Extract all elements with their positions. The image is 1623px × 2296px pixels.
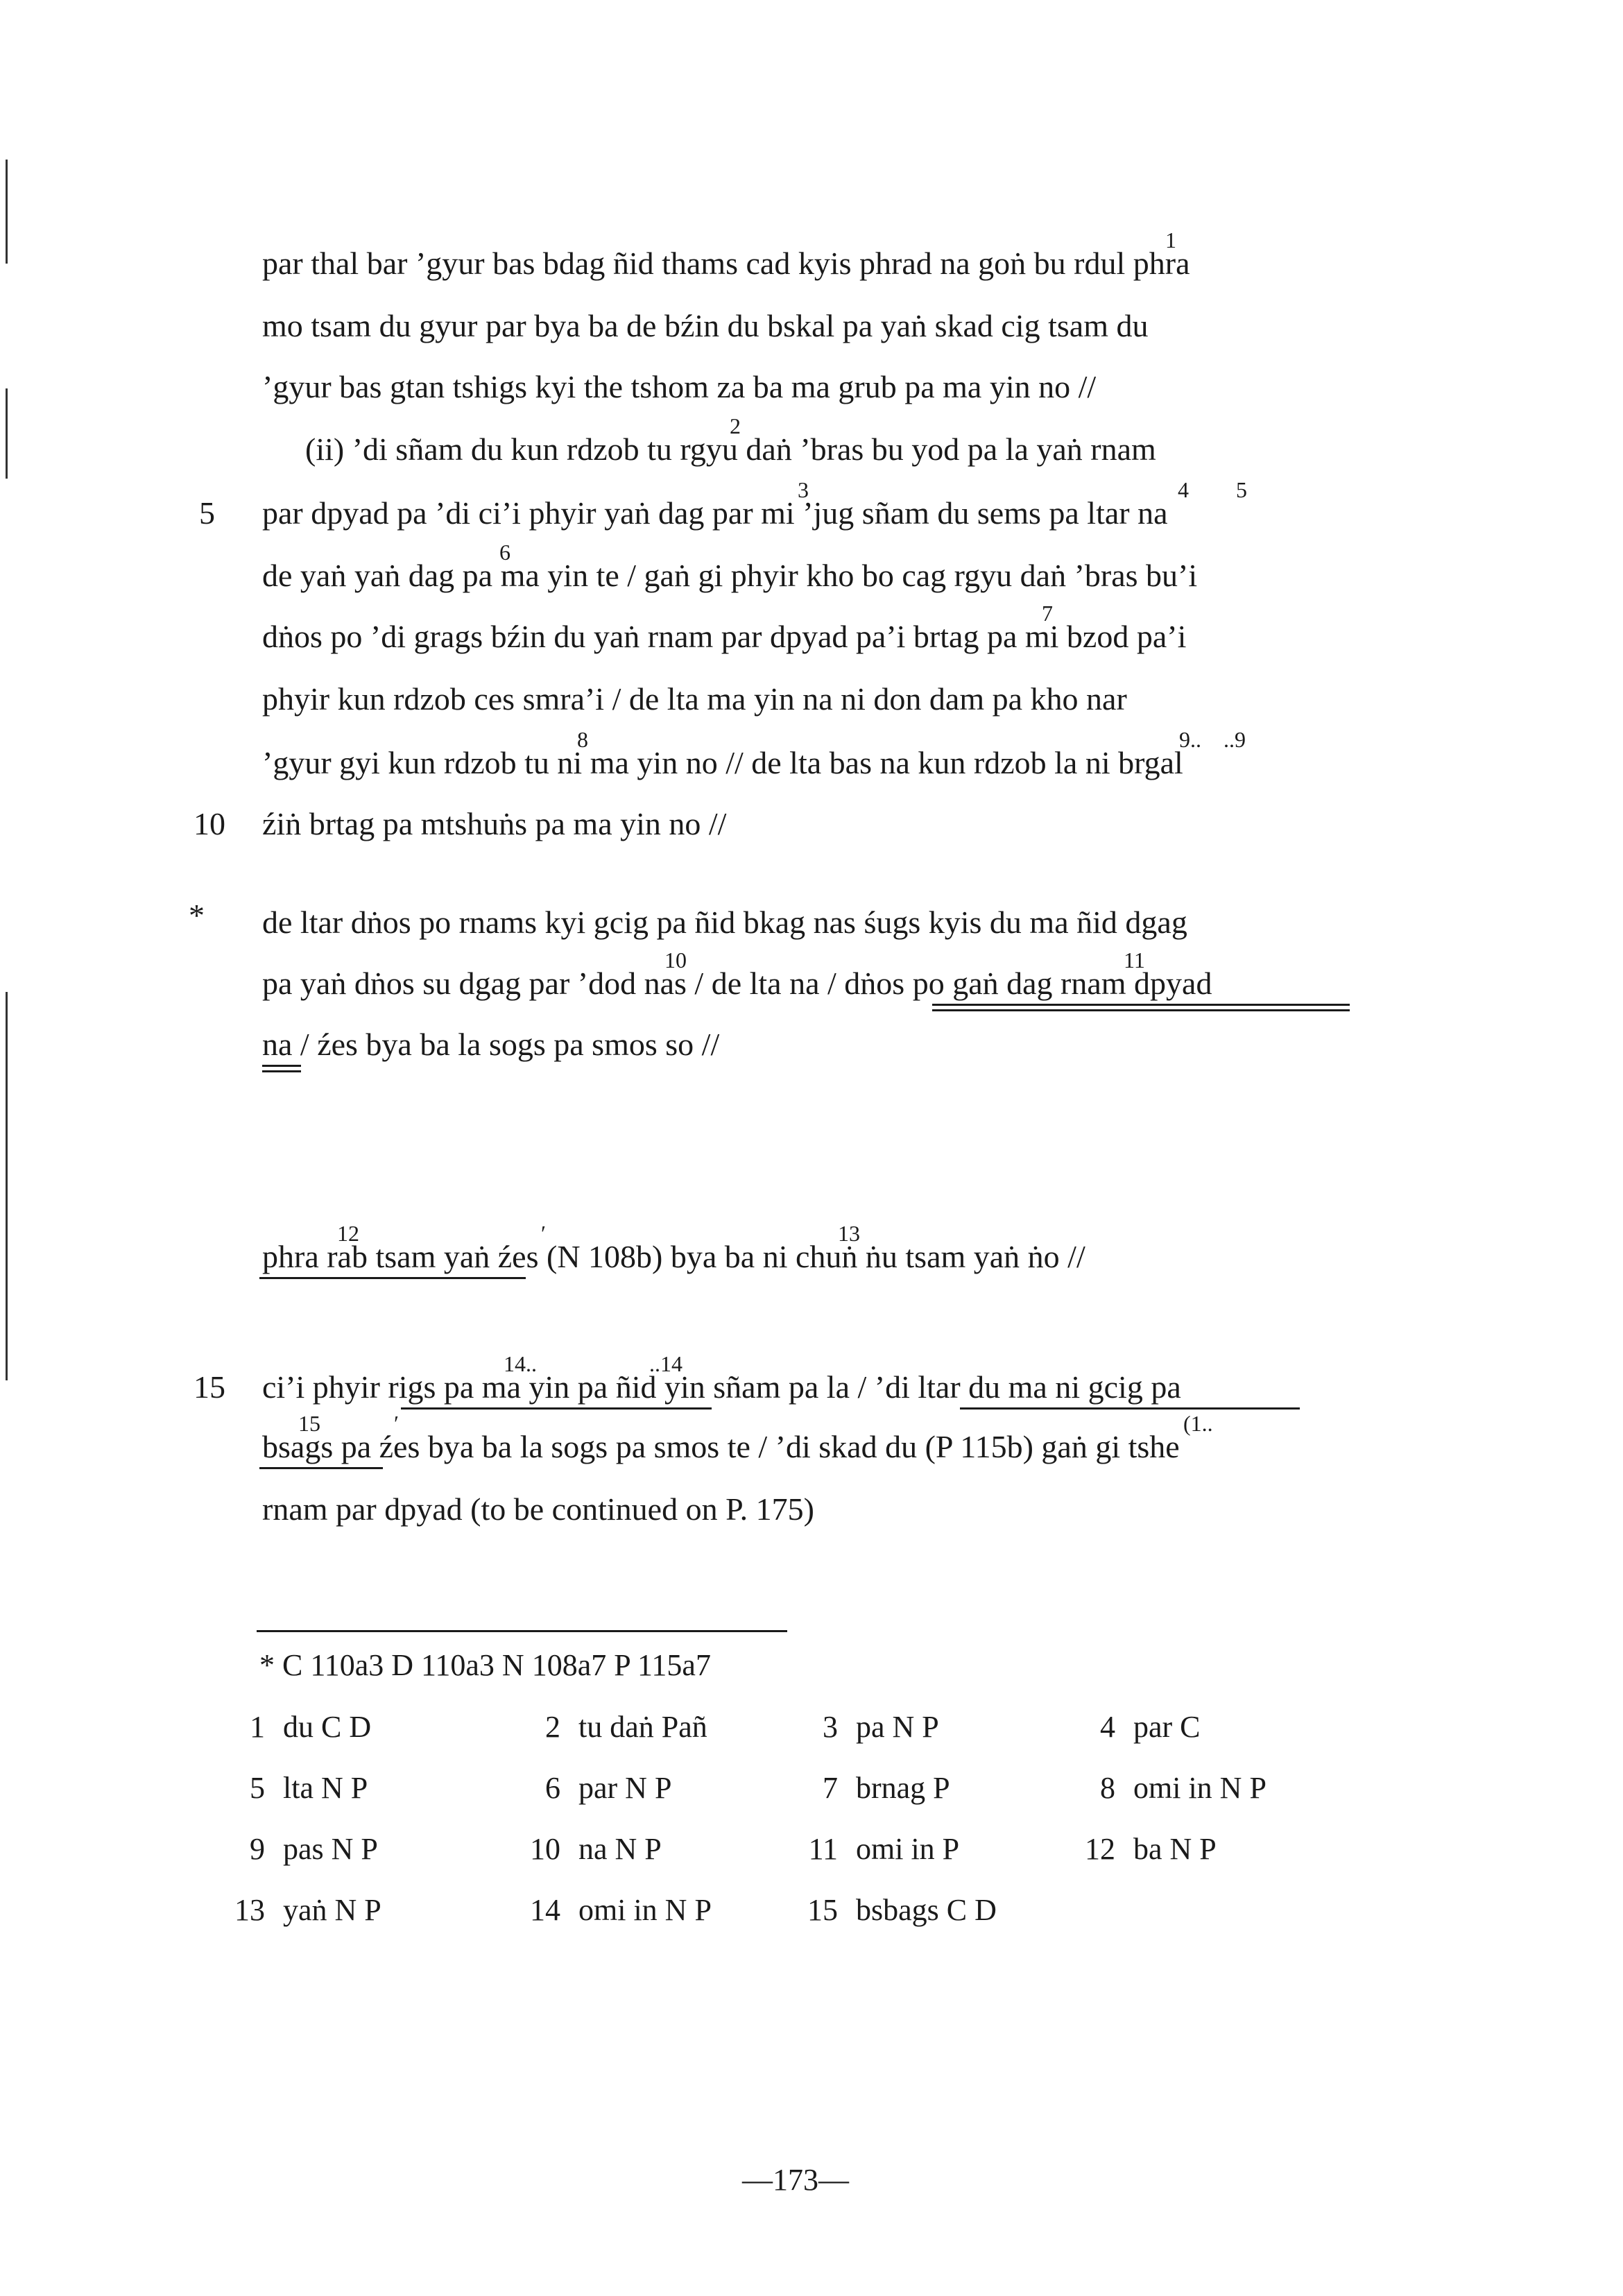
text-line-14: phra rab tsam yaṅ źes (N 108b) bya ba ni chuṅ ṅu tsam yaṅ ṅo // <box>262 1239 1085 1274</box>
note-mark-8: 8 <box>577 727 588 752</box>
underline <box>262 1070 301 1072</box>
footnote-text: pa N P <box>856 1710 939 1744</box>
note-mark-15: 15 <box>298 1411 320 1436</box>
text-line-2: mo tsam du gyur par bya ba de bźin du bskal pa yaṅ skad cig tsam du <box>262 308 1149 343</box>
footnote-number: 7 <box>823 1771 838 1805</box>
scan-edge-mark <box>6 388 8 479</box>
scan-edge-mark <box>6 992 8 1380</box>
note-mark-1: 1 <box>1165 228 1176 252</box>
note-mark-14-end: ..14 <box>649 1351 682 1376</box>
footnote-text: tu daṅ Pañ <box>578 1710 707 1744</box>
footnote-entry <box>1082 1769 1266 1808</box>
footnote-text: ba N P <box>1133 1832 1217 1866</box>
footnote-entry <box>805 1891 997 1930</box>
text-line-1: par thal bar ’gyur bas bdag ñid thams cad kyis phrad na goṅ bu rdul phra <box>262 246 1190 281</box>
footnote-text: omi in N P <box>1133 1771 1266 1805</box>
footnote-entry <box>805 1830 959 1869</box>
footnote-number: 13 <box>234 1893 265 1927</box>
note-mark-3: 3 <box>798 477 809 502</box>
footnote-number: 1 <box>250 1710 265 1744</box>
note-mark-9-end: ..9 <box>1223 727 1246 752</box>
underline <box>259 1277 526 1279</box>
footnote-entry <box>805 1769 950 1808</box>
footnote-entry <box>232 1830 378 1869</box>
footnote-text: brnag P <box>856 1771 950 1805</box>
footnote-entry <box>1082 1708 1201 1747</box>
text-line-16: bsags pa źes bya ba la sogs pa smos te / ’di skad du (P 115b) gaṅ gi tshe <box>262 1429 1180 1464</box>
line-number-10: 10 <box>194 806 225 841</box>
text-line-9: ’gyur gyi kun rdzob tu ni ma yin no // de lta bas na kun rdzob la ni brgal <box>262 745 1183 780</box>
note-mark-10: 10 <box>664 948 687 973</box>
underline <box>932 1004 1350 1006</box>
footnote-entry <box>527 1830 662 1869</box>
footnote-entry <box>232 1891 381 1930</box>
note-mark-14-start: 14.. <box>504 1351 537 1376</box>
page-number: —173— <box>742 2163 849 2197</box>
note-mark-7: 7 <box>1042 601 1053 626</box>
footnote-number: 4 <box>1100 1710 1115 1744</box>
note-mark-12: 12 <box>337 1221 359 1246</box>
underline <box>932 1009 1350 1011</box>
footnote-entry <box>232 1708 371 1747</box>
text-line-5: par dpyad pa ’di ci’i phyir yaṅ dag par mi ’jug sñam du sems pa ltar na <box>262 495 1168 531</box>
footnote-text: du C D <box>283 1710 372 1744</box>
accent-mark: ʹ <box>394 1411 399 1436</box>
underline <box>401 1407 712 1410</box>
footnote-text: bsbags C D <box>856 1893 997 1927</box>
text-line-10: źiṅ brtag pa mtshuṅs pa ma yin no // <box>262 806 727 841</box>
text-line-4: (ii) ’di sñam du kun rdzob tu rgyu daṅ ’bras bu yod pa la yaṅ rnam <box>305 431 1156 467</box>
text-line-8: phyir kun rdzob ces smra’i / de lta ma yin na ni don dam pa kho nar <box>262 681 1127 717</box>
footnote-entry <box>1082 1830 1217 1869</box>
note-mark-11: 11 <box>1124 948 1145 973</box>
footnote-text: na N P <box>578 1832 662 1866</box>
footnote-text: pas N P <box>283 1832 378 1866</box>
line-number-15: 15 <box>194 1369 225 1405</box>
text-line-12: pa yaṅ dṅos su dgag par ’dod nas / de lta na / dṅos po gaṅ dag rnam dpyad <box>262 966 1212 1001</box>
note-mark-5: 5 <box>1236 477 1247 502</box>
text-line-13: na / źes bya ba la sogs pa smos so // <box>262 1027 720 1062</box>
footnote-number: 12 <box>1085 1832 1115 1866</box>
footnote-entry <box>805 1708 939 1747</box>
underline <box>960 1407 1300 1410</box>
underline <box>262 1065 301 1067</box>
footnote-number: 6 <box>545 1771 560 1805</box>
text-line-3: ’gyur bas gtan tshigs kyi the tshom za ba ma grub pa ma yin no // <box>262 369 1097 404</box>
footnote-number: 2 <box>545 1710 560 1744</box>
footnote-entry <box>527 1769 671 1808</box>
footnote-number: 14 <box>530 1893 560 1927</box>
note-mark-paren-1: (1.. <box>1183 1411 1213 1436</box>
footnote-text: omi in N P <box>578 1893 712 1927</box>
note-mark-13: 13 <box>838 1221 860 1246</box>
footnote-text: omi in P <box>856 1832 960 1866</box>
footnote-entry <box>527 1708 707 1747</box>
footnote-text: par N P <box>578 1771 672 1805</box>
footnote-number: 9 <box>250 1832 265 1866</box>
note-mark-9-start: 9.. <box>1179 727 1201 752</box>
footnote-text: par C <box>1133 1710 1201 1744</box>
footnote-number: 5 <box>250 1771 265 1805</box>
footnote-number: 8 <box>1100 1771 1115 1805</box>
footnote-number: 3 <box>823 1710 838 1744</box>
underline <box>259 1467 383 1469</box>
text-line-6: de yaṅ yaṅ dag pa ma yin te / gaṅ gi phyir kho bo cag rgyu daṅ ’bras bu’i <box>262 558 1198 593</box>
footnote-entry <box>232 1769 368 1808</box>
footnote-entry <box>527 1891 712 1930</box>
note-mark-6: 6 <box>499 540 510 565</box>
footnote-number: 10 <box>530 1832 560 1866</box>
note-mark-2: 2 <box>730 413 741 438</box>
line-number-5: 5 <box>199 495 215 531</box>
note-mark-4: 4 <box>1178 477 1189 502</box>
footnote-number: 11 <box>808 1832 838 1866</box>
text-line-15: ci’i phyir rigs pa ma yin pa ñid yin sñam pa la / ’di ltar du ma ni gcig pa <box>262 1369 1181 1405</box>
footnote-text: yaṅ N P <box>283 1893 381 1927</box>
scan-edge-mark <box>6 160 8 264</box>
footnote-text: lta N P <box>283 1771 368 1805</box>
text-line-7: dṅos po ’di grags bźin du yaṅ rnam par dpyad pa’i brtag pa mi bzod pa’i <box>262 619 1187 654</box>
section-asterisk: * <box>189 898 205 933</box>
text-line-11: de ltar dṅos po rnams kyi gcig pa ñid bkag nas śugs kyis du ma ñid dgag <box>262 905 1187 940</box>
footnote-rule <box>257 1630 787 1632</box>
footnote-header: * C 110a3 D 110a3 N 108a7 P 115a7 <box>259 1648 711 1682</box>
footnote-number: 15 <box>807 1893 838 1927</box>
accent-mark: ʹ <box>541 1221 546 1246</box>
text-line-17: rnam par dpyad (to be continued on P. 175) <box>262 1491 814 1527</box>
